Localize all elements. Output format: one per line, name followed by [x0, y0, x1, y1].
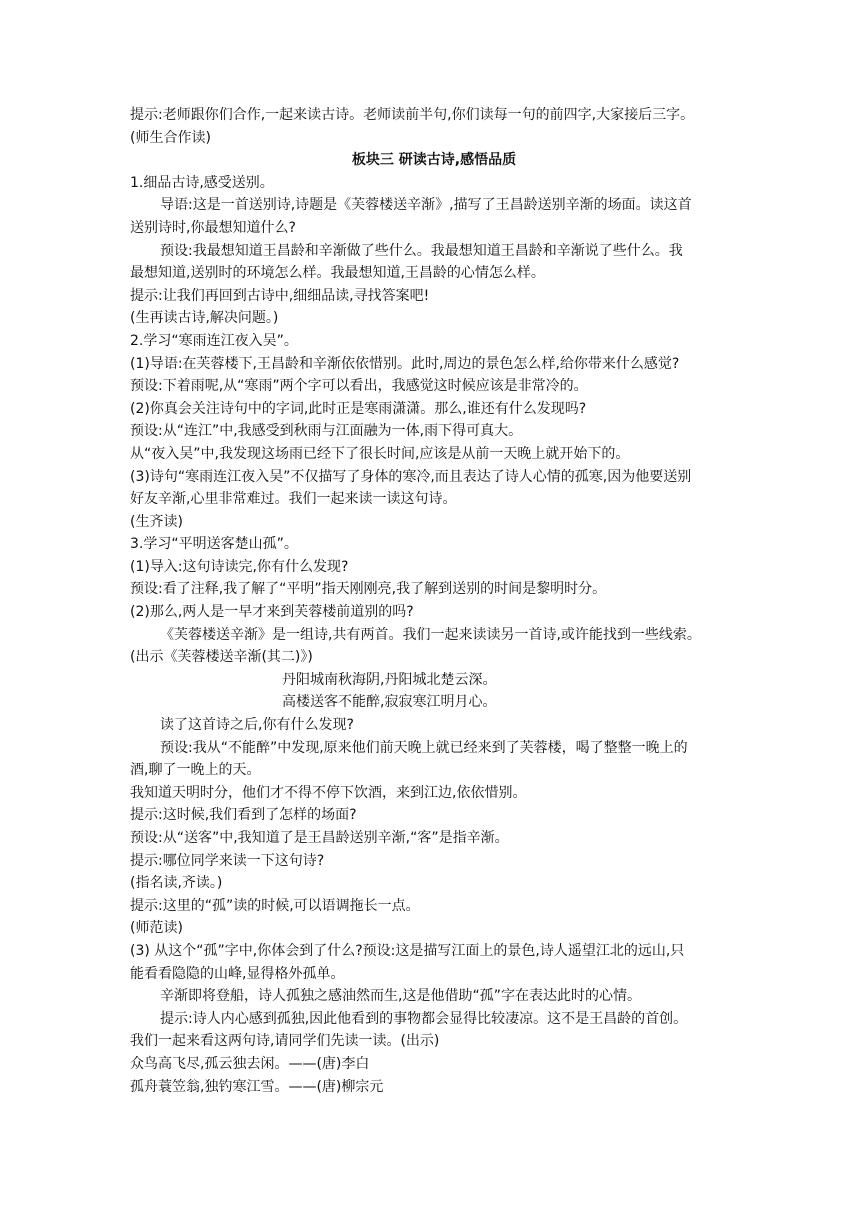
- paragraph-line: 辛渐即将登船，诗人孤独之感油然而生,这是他借助“孤”字在表达此时的心情。: [160, 988, 641, 1005]
- paragraph-line: 《芙蓉楼送辛渐》是一组诗,共有两首。我们一起来读读另一首诗,或许能找到一些线索。: [160, 626, 701, 643]
- section-heading: 板块三 研读古诗,感悟品质: [351, 152, 517, 169]
- paragraph-line: 酒,聊了一晚上的天。: [130, 762, 261, 779]
- document-body: [130, 104, 738, 1098]
- paragraph-line: 从“夜入吴”中,我发现这场雨已经下了很长时间,应该是从前一天晚上就开始下的。: [130, 445, 630, 462]
- paragraph-line: 最想知道,送别时的环境怎么样。我最想知道,王昌龄的心情怎么样。: [130, 265, 545, 282]
- quoted-poem-line: 众鸟高飞尽,孤云独去闲。——(唐)李白: [130, 1055, 370, 1072]
- paragraph-line: 预设:我最想知道王昌龄和辛渐做了些什么。我最想知道王昌龄和辛渐说了些什么。我: [160, 242, 683, 259]
- subsection-heading: 2.学习“寒雨连江夜入吴”。: [130, 332, 298, 349]
- stage-direction: (生齐读): [130, 513, 183, 530]
- poem-line: 高楼送客不能醉,寂寂寒江明月心。: [282, 694, 497, 711]
- hint-line: 提示:老师跟你们合作,一起来读古诗。老师读前半句,你们读每一句的前四字,大家接后三字。: [130, 107, 695, 123]
- paragraph-line: (1)导入:这句诗读完,你有什么发现?: [130, 558, 349, 575]
- hint-line: 提示:这里的“孤”读的时候,可以语调拖长一点。: [130, 897, 420, 914]
- stage-direction: (出示《芙蓉楼送辛渐(其二)》): [130, 649, 313, 666]
- paragraph-line: 送别诗时,你最想知道什么?: [130, 219, 296, 236]
- paragraph-line: 预设:从“送客”中,我知道了是王昌龄送别辛渐,“客”是指辛渐。: [130, 830, 509, 846]
- paragraph-line: (3) 从这个“孤”字中,你体会到了什么?预设:这是描写江面上的景色,诗人遥望江北的远山,只: [130, 942, 685, 959]
- paragraph-line: (2)你真会关注诗句中的字词,此时正是寒雨潇潇。那么,谁还有什么发现吗?: [130, 400, 587, 417]
- stage-direction: (生再读古诗,解决问题。): [130, 310, 279, 327]
- paragraph-line: 预设:看了注释,我了解了“平明”指天刚刚亮,我了解到送别的时间是黎明时分。: [130, 581, 607, 598]
- paragraph-line: 我们一起来看这两句诗,请同学们先读一读。(出示): [130, 1033, 440, 1050]
- paragraph-line: 导语:这是一首送别诗,诗题是《芙蓉楼送辛渐》,描写了王昌龄送别辛渐的场面。读这首: [160, 197, 692, 214]
- poem-line: 丹阳城南秋海阴,丹阳城北楚云深。: [282, 671, 497, 688]
- hint-line: 提示:哪位同学来读一下这句诗?: [130, 852, 325, 869]
- subsection-heading: 3.学习“平明送客楚山孤”。: [130, 536, 298, 553]
- paragraph-line: (1)导语:在芙蓉楼下,王昌龄和辛渐依依惜别。此时,周边的景色怎么样,给你带来什么感觉?: [130, 355, 680, 372]
- subsection-heading: 1.细品古诗,感受送别。: [130, 174, 274, 191]
- paragraph-line: 预设:我从“不能醉”中发现,原来他们前天晚上就已经来到了芙蓉楼，喝了整整一晚上的: [160, 739, 688, 756]
- paragraph-line: 能看看隐隐的山峰,显得格外孤单。: [130, 965, 345, 982]
- paragraph-line: 预设:下着雨呢,从“寒雨”两个字可以看出，我感觉这时候应该是非常冷的。: [130, 378, 588, 395]
- stage-direction: (师范读): [130, 920, 183, 937]
- stage-direction: (指名读,齐读。): [130, 875, 223, 892]
- paragraph-line: 我知道天明时分，他们才不得不停下饮酒，来到江边,依依惜别。: [130, 784, 527, 801]
- paragraph-line: (2)那么,两人是一早才来到芙蓉楼前道别的吗?: [130, 604, 414, 621]
- hint-line: 提示:诗人内心感到孤独,因此他看到的事物都会显得比较凄凉。这不是王昌龄的首创。: [160, 1010, 688, 1027]
- paragraph-line: 读了这首诗之后,你有什么发现?: [160, 717, 354, 734]
- hint-line: 提示:这时候,我们看到了怎样的场面?: [130, 807, 357, 824]
- paragraph-line: 好友辛渐,心里非常难过。我们一起来读一读这句诗。: [130, 491, 457, 508]
- paragraph-line: (3)诗句“寒雨连江夜入吴”不仅描写了身体的寒冷,而且表达了诗人心情的孤寒,因为他要送别: [130, 468, 692, 485]
- stage-direction: (师生合作读): [130, 129, 211, 146]
- paragraph-line: 预设:从“连江”中,我感受到秋雨与江面融为一体,雨下得可真大。: [130, 423, 523, 440]
- hint-line: 提示:让我们再回到古诗中,细细品读,寻找答案吧!: [130, 287, 430, 304]
- quoted-poem-line: 孤舟蓑笠翁,独钓寒江雪。——(唐)柳宗元: [130, 1078, 384, 1095]
